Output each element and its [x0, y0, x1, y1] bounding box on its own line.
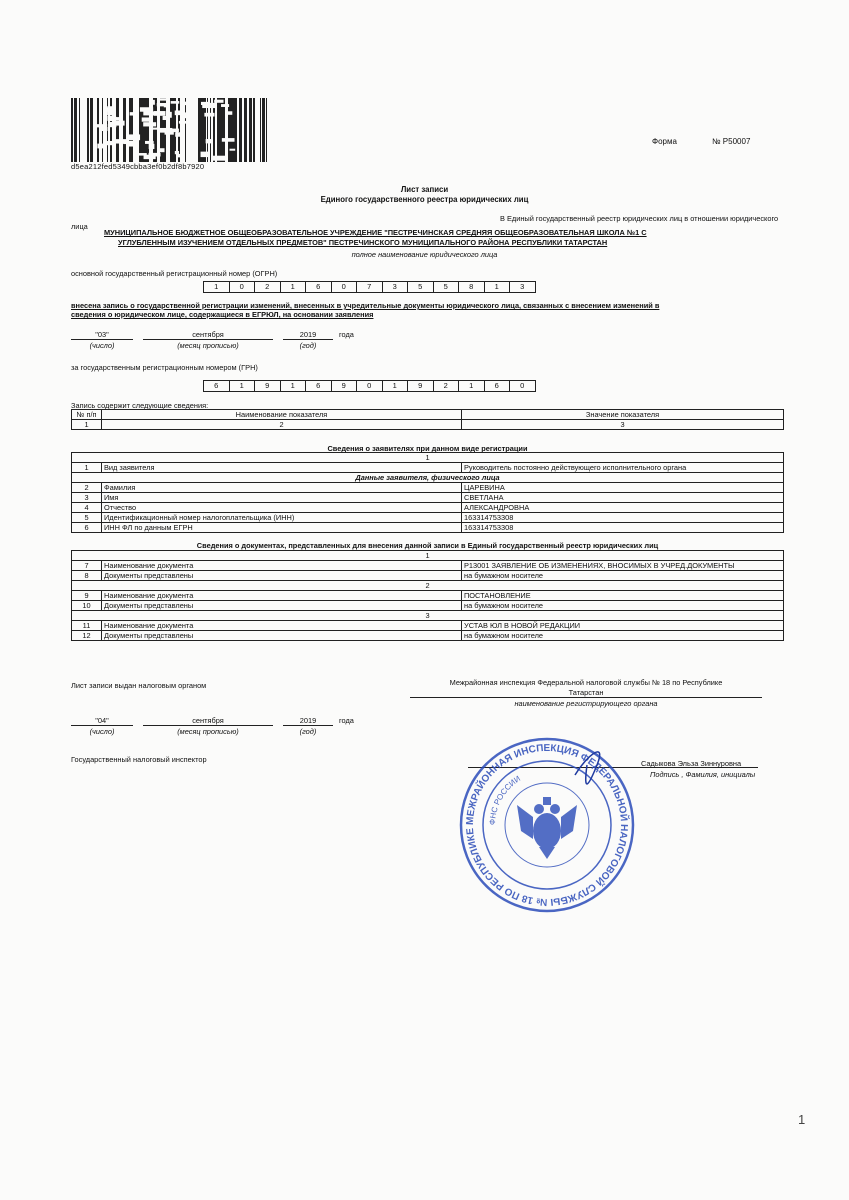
barcode-gap	[171, 101, 180, 104]
barcode-gap	[143, 122, 156, 126]
document-group-row	[72, 581, 784, 591]
digit-cell: 1	[280, 380, 307, 392]
row-number: 5	[72, 513, 102, 523]
barcode-gap	[164, 103, 168, 107]
applicant-subtitle	[72, 473, 784, 483]
barcode-gap	[214, 100, 223, 103]
page-number: 1	[798, 1112, 806, 1127]
digit-cell: 3	[509, 281, 536, 293]
digit-cell: 0	[509, 380, 536, 392]
digit-cell: 9	[407, 380, 434, 392]
row-value: ПОСТАНОВЛЕНИЕ	[462, 591, 784, 601]
document-group-row	[72, 611, 784, 621]
digit-cell: 6	[484, 380, 511, 392]
barcode-gap	[154, 111, 166, 116]
row-name: Фамилия	[102, 483, 462, 493]
date2-month: сентября	[143, 716, 273, 726]
row-number: 11	[72, 621, 102, 631]
barcode-bar	[90, 98, 93, 162]
barcode-bar	[74, 98, 76, 162]
barcode-gap	[221, 104, 229, 107]
barcode-bar	[87, 98, 89, 162]
date2-day-caption: (число)	[89, 727, 115, 736]
digit-cell: 1	[484, 281, 511, 293]
barcode-gap	[179, 121, 191, 124]
barcode-gap	[204, 113, 214, 117]
row-name: Идентификационный номер налогоплательщика (ИНН)	[102, 513, 462, 523]
document-group-row-label: 2	[72, 581, 784, 591]
row-number: 1	[72, 463, 102, 473]
digit-cell: 1	[229, 380, 256, 392]
grn-number	[203, 380, 535, 392]
document-group-row-label: 3	[72, 611, 784, 621]
stamp-inner-text: ФНС РОССИИ	[487, 774, 523, 826]
table-row	[72, 601, 784, 611]
row-number: 7	[72, 561, 102, 571]
barcode-bar	[156, 98, 157, 162]
barcode-bar	[198, 98, 199, 162]
date1-suffix: года	[339, 330, 354, 339]
barcode-bar	[79, 98, 80, 162]
row-value: СВЕТЛАНА	[462, 493, 784, 503]
digit-cell: 1	[458, 380, 485, 392]
digit-cell: 5	[433, 281, 460, 293]
row-name: Наименование документа	[102, 621, 462, 631]
digit-cell: 1	[203, 281, 230, 293]
applicant-subtitle-label: Данные заявителя, физического лица	[72, 473, 784, 483]
row-number: 4	[72, 503, 102, 513]
barcode-gap	[150, 100, 155, 105]
barcode-gap	[108, 124, 116, 126]
entry-text-line1: внесена запись о государственной регистрации изменений, внесенных в учредительные документы юридического лица, связанных с внесением изменений в	[71, 301, 660, 310]
form-label: Форма	[652, 137, 677, 146]
digit-cell: 7	[356, 281, 383, 293]
record-intro: Запись содержит следующие сведения:	[71, 401, 209, 410]
barcode-bar	[131, 98, 133, 162]
row-value: Руководитель постоянно действующего исполнительного органа	[462, 463, 784, 473]
col-value-index: 3	[462, 420, 784, 430]
barcode-bar	[185, 98, 186, 162]
date1-month-caption: (месяц прописью)	[177, 341, 239, 350]
org-name-line2: УГЛУБЛЕННЫМ ИЗУЧЕНИЕМ ОТДЕЛЬНЫХ ПРЕДМЕТОВ" ПЕСТРЕЧИНСКОГО МУНИЦИПАЛЬНОГО РАЙОНА РЕСПУБЛИКИ ТАТАРСТАН	[118, 238, 608, 247]
barcode-gap	[190, 139, 194, 142]
inspector-label: Государственный налоговый инспектор	[71, 755, 207, 764]
row-name: Наименование документа	[102, 591, 462, 601]
barcode-gap	[159, 148, 164, 152]
org-name-caption: полное наименование юридического лица	[351, 250, 498, 259]
date2-year: 2019	[283, 716, 333, 726]
col-num-index: 1	[72, 420, 102, 430]
barcode-gap	[182, 112, 188, 118]
barcode-gap	[142, 117, 152, 121]
row-number: 12	[72, 631, 102, 641]
barcode-gap	[143, 111, 154, 115]
barcode-gap	[116, 117, 121, 120]
date1-month: сентября	[143, 330, 273, 340]
barcode-bar	[116, 98, 119, 162]
row-name: Вид заявителя	[102, 463, 462, 473]
stamp-outer-text: МЕЖРАЙОННАЯ ИНСПЕКЦИЯ ФЕДЕРАЛЬНОЙ НАЛОГОВОЙ СЛУЖБЫ № 18 ПО РЕСПУБЛИКЕ	[464, 742, 630, 908]
barcode-bar	[223, 98, 225, 162]
date1-day: "03"	[71, 330, 133, 340]
row-value: 163314753308	[462, 523, 784, 533]
col-name: Наименование показателя	[102, 410, 462, 420]
digit-cell: 2	[254, 281, 281, 293]
authority-line2: Татарстан	[410, 688, 762, 698]
document-group-row-label: 1	[72, 551, 784, 561]
barcode-bar	[239, 98, 242, 162]
applicants-table	[71, 452, 784, 533]
barcode-text: d5ea212fed5349cbba3ef0b2df8b7920	[71, 162, 205, 171]
form-number: № Р50007	[712, 137, 751, 146]
barcode-gap	[123, 140, 128, 144]
row-number: 9	[72, 591, 102, 601]
row-name: Документы представлены	[102, 631, 462, 641]
digit-cell: 0	[229, 281, 256, 293]
issued-label: Лист записи выдан налоговым органом	[71, 681, 207, 690]
digit-cell: 9	[254, 380, 281, 392]
authority-caption: наименование регистрирующего органа	[514, 699, 658, 708]
date1-day-caption: (число)	[89, 341, 115, 350]
date2-suffix: года	[339, 716, 354, 725]
date1-year: 2019	[283, 330, 333, 340]
col-name-index: 2	[102, 420, 462, 430]
barcode-bar	[76, 98, 77, 162]
table-row	[72, 621, 784, 631]
barcode-bar	[244, 98, 247, 162]
barcode	[71, 98, 267, 162]
table-row	[72, 561, 784, 571]
row-value: ЦАРЕВИНА	[462, 483, 784, 493]
row-value: 163314753308	[462, 513, 784, 523]
barcode-bar	[233, 98, 235, 162]
barcode-gap	[202, 103, 216, 108]
row-number: 8	[72, 571, 102, 581]
document-group-row	[72, 551, 784, 561]
barcode-bar	[249, 98, 252, 162]
date2-day: "04"	[71, 716, 133, 726]
table-row	[72, 493, 784, 503]
barcode-gap	[206, 139, 213, 143]
barcode-bar	[230, 98, 233, 162]
table-row	[72, 503, 784, 513]
barcode-bar	[139, 98, 140, 162]
intro-text-left: лица	[71, 222, 88, 231]
digit-cell: 8	[458, 281, 485, 293]
barcode-gap	[137, 153, 147, 156]
barcode-gap	[175, 151, 179, 154]
date1-year-caption: (год)	[299, 341, 317, 350]
applicants-group-row: 1	[72, 453, 784, 463]
applicants-title: Сведения о заявителях при данном виде регистрации	[327, 444, 528, 453]
row-value: УСТАВ ЮЛ В НОВОЙ РЕДАКЦИИ	[462, 621, 784, 631]
col-num: № п/п	[72, 410, 102, 420]
org-name-line1: МУНИЦИПАЛЬНОЕ БЮДЖЕТНОЕ ОБЩЕОБРАЗОВАТЕЛЬНОЕ УЧРЕЖДЕНИЕ "ПЕСТРЕЧИНСКАЯ СРЕДНЯЯ ОБЩЕОБРАЗОВАТЕЛЬНАЯ ШКОЛА №1 С	[104, 228, 647, 237]
col-value: Значение показателя	[462, 410, 784, 420]
barcode-gap	[222, 138, 235, 142]
ogrn-label: основной государственный регистрационный номер (ОГРН)	[71, 269, 278, 278]
row-number: 3	[72, 493, 102, 503]
row-name: Документы представлены	[102, 601, 462, 611]
table-row	[72, 631, 784, 641]
barcode-bar	[260, 98, 261, 162]
row-number: 10	[72, 601, 102, 611]
table-row	[72, 513, 784, 523]
eagle-emblem-icon	[517, 797, 577, 859]
digit-cell: 9	[331, 380, 358, 392]
table-row	[72, 463, 784, 473]
row-name: Документы представлены	[102, 571, 462, 581]
record-header-table	[71, 409, 784, 430]
documents-table	[71, 550, 784, 641]
barcode-gap	[130, 112, 135, 115]
row-value: АЛЕКСАНДРОВНА	[462, 503, 784, 513]
barcode-gap	[99, 127, 107, 131]
barcode-gap	[140, 107, 153, 111]
documents-title: Сведения о документах, представленных для внесения данной записи в Единый государственный реестр юридических лиц	[196, 541, 659, 550]
barcode-bar	[123, 98, 126, 162]
table-row	[72, 591, 784, 601]
digit-cell: 0	[331, 281, 358, 293]
doc-subtitle: Единого государственного реестра юридических лиц	[320, 195, 529, 204]
row-number: 6	[72, 523, 102, 533]
table-row	[72, 571, 784, 581]
date2-month-caption: (месяц прописью)	[177, 727, 239, 736]
inspector-name: Садыкова Эльза Зиннуровна	[641, 759, 742, 768]
barcode-bar	[253, 98, 255, 162]
barcode-bar	[266, 98, 267, 162]
barcode-gap	[159, 128, 172, 133]
barcode-gap	[149, 144, 155, 149]
row-name: Отчество	[102, 503, 462, 513]
official-stamp	[457, 735, 637, 915]
barcode-gap	[213, 156, 225, 161]
date2-year-caption: (год)	[299, 727, 317, 736]
entry-text-line2: сведения о юридическом лице, содержащиеся в ЕГРЮЛ, на основании заявления	[71, 310, 374, 319]
digit-cell: 1	[382, 380, 409, 392]
barcode-gap	[159, 98, 169, 100]
row-value: на бумажном носителе	[462, 631, 784, 641]
barcode-gap	[230, 149, 236, 151]
digit-cell: 1	[280, 281, 307, 293]
digit-cell: 6	[305, 281, 332, 293]
barcode-gap	[108, 118, 113, 121]
barcode-gap	[128, 141, 135, 147]
barcode-bar	[218, 98, 220, 162]
barcode-bar	[217, 98, 218, 162]
intro-text: В Единый государственный реестр юридических лиц в отношении юридического	[500, 214, 779, 223]
barcode-gap	[145, 141, 154, 144]
digit-cell: 6	[203, 380, 230, 392]
barcode-bar	[262, 98, 265, 162]
barcode-gap	[177, 154, 184, 157]
row-name: Имя	[102, 493, 462, 503]
digit-cell: 2	[433, 380, 460, 392]
inspector-caption: Подпись , Фамилия, инициалы	[650, 770, 756, 779]
barcode-gap	[127, 134, 140, 140]
barcode-gap	[97, 144, 105, 149]
digit-cell: 3	[382, 281, 409, 293]
barcode-gap	[181, 102, 191, 105]
barcode-gap	[201, 152, 209, 157]
barcode-gap	[107, 106, 115, 112]
barcode-gap	[151, 128, 158, 130]
table-row	[72, 523, 784, 533]
table-row	[72, 483, 784, 493]
barcode-bar	[153, 98, 156, 162]
barcode-bar	[220, 98, 223, 162]
barcode-bar	[129, 98, 131, 162]
barcode-gap	[175, 132, 182, 137]
barcode-bar	[235, 98, 237, 162]
digit-cell: 0	[356, 380, 383, 392]
ogrn-number	[203, 281, 535, 293]
grn-label: за государственным регистрационным номером (ГРН)	[71, 363, 258, 372]
row-value: на бумажном носителе	[462, 571, 784, 581]
doc-title: Лист записи	[400, 185, 449, 194]
barcode-gap	[168, 112, 172, 118]
row-value: на бумажном носителе	[462, 601, 784, 611]
row-number: 2	[72, 483, 102, 493]
barcode-bar	[228, 98, 230, 162]
row-name: Наименование документа	[102, 561, 462, 571]
row-value: Р13001 ЗАЯВЛЕНИЕ ОБ ИЗМЕНЕНИЯХ, ВНОСИМЫХ В УЧРЕД.ДОКУМЕНТЫ	[462, 561, 784, 571]
svg-text:ФНС РОССИИ	[488, 774, 522, 825]
barcode-gap	[225, 111, 232, 115]
barcode-bar	[97, 98, 99, 162]
row-name: ИНН ФЛ по данным ЕГРН	[102, 523, 462, 533]
digit-cell: 5	[407, 281, 434, 293]
barcode-bar	[71, 98, 73, 162]
digit-cell: 6	[305, 380, 332, 392]
authority-line1: Межрайонная инспекция Федеральной налоговой службы № 18 по Республике	[449, 678, 723, 687]
